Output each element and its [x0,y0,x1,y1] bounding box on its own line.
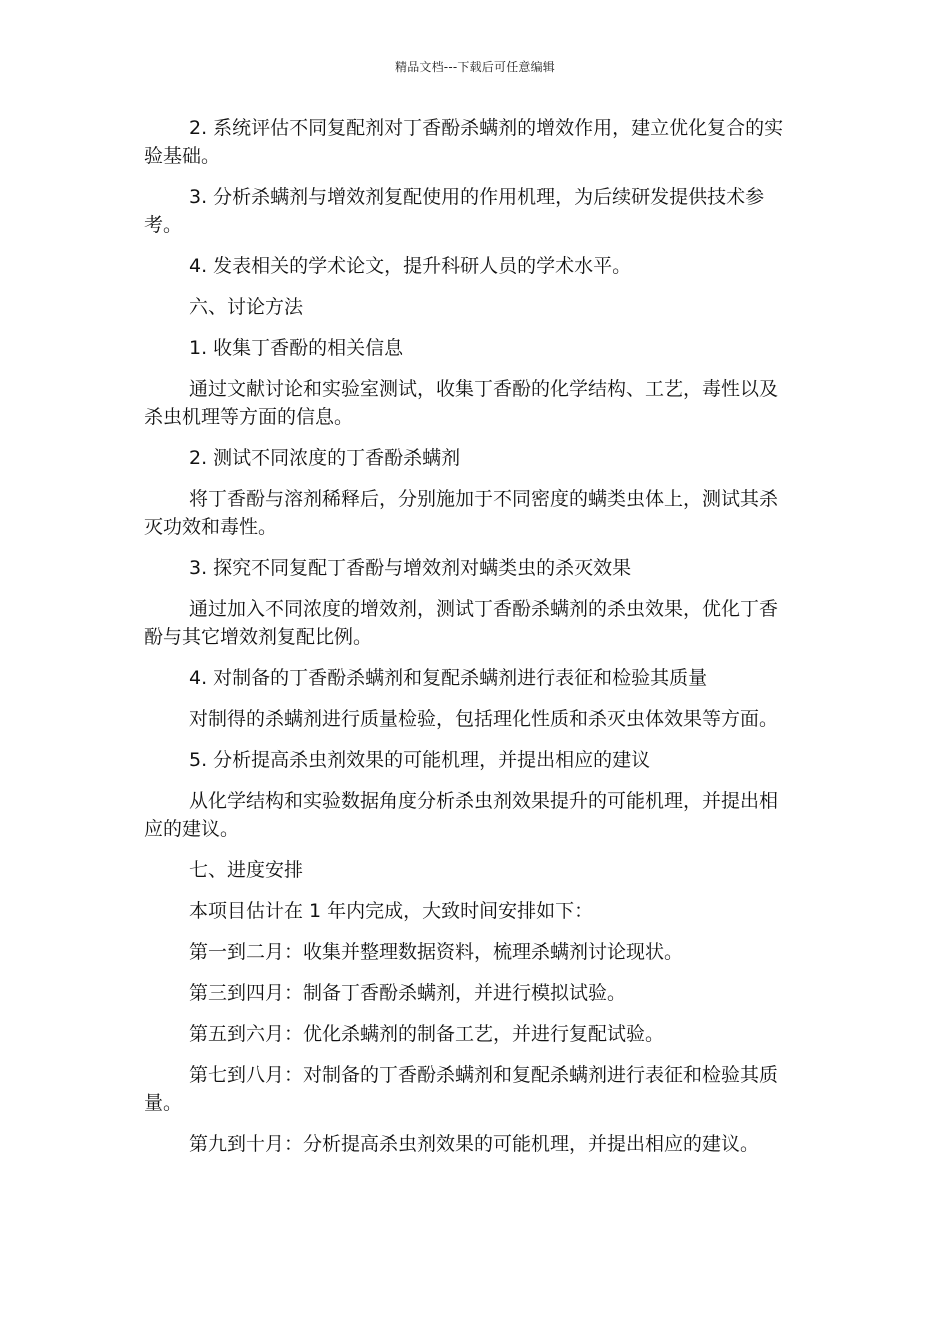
paragraph: 本项目估计在 1 年内完成，大致时间安排如下： [189,900,594,922]
paragraph: 通过加入不同浓度的增效剂，测试丁香酚杀螨剂的杀虫效果，优化丁香酚与其它增效剂复配比例。 [144,598,779,648]
subsection-heading: 5. 分析提高杀虫剂效果的可能机理，并提出相应的建议 [189,749,651,771]
schedule-item: 第五到六月：优化杀螨剂的制备工艺，并进行复配试验。 [189,1023,665,1045]
paragraph: 4. 发表相关的学术论文，提升科研人员的学术水平。 [189,255,632,277]
subsection-heading: 2. 测试不同浓度的丁香酚杀螨剂 [189,447,461,469]
paragraph: 2. 系统评估不同复配剂对丁香酚杀螨剂的增效作用，建立优化复合的实验基础。 [144,117,784,167]
paragraph: 将丁香酚与溶剂稀释后，分别施加于不同密度的螨类虫体上，测试其杀灭功效和毒性。 [144,488,779,538]
schedule-item: 第一到二月：收集并整理数据资料，梳理杀螨剂讨论现状。 [189,941,684,963]
section-heading: 七、进度安排 [189,859,304,881]
page-header: 精品文档---下载后可任意编辑 [395,60,555,74]
schedule-item: 第三到四月：制备丁香酚杀螨剂，并进行模拟试验。 [189,982,627,1004]
subsection-heading: 3. 探究不同复配丁香酚与增效剂对螨类虫的杀灭效果 [189,557,632,579]
section-heading: 六、讨论方法 [189,296,304,318]
paragraph: 通过文献讨论和实验室测试，收集丁香酚的化学结构、工艺，毒性以及杀虫机理等方面的信息。 [144,378,779,428]
schedule-item: 第七到八月：对制备的丁香酚杀螨剂和复配杀螨剂进行表征和检验其质量。 [144,1064,779,1114]
subsection-heading: 1. 收集丁香酚的相关信息 [189,337,404,359]
subsection-heading: 4. 对制备的丁香酚杀螨剂和复配杀螨剂进行表征和检验其质量 [189,667,708,689]
paragraph: 3. 分析杀螨剂与增效剂复配使用的作用机理，为后续研发提供技术参考。 [144,186,765,236]
paragraph: 对制得的杀螨剂进行质量检验，包括理化性质和杀灭虫体效果等方面。 [189,708,779,730]
schedule-item: 第九到十月：分析提高杀虫剂效果的可能机理，并提出相应的建议。 [189,1133,760,1155]
document-body [144,114,796,1171]
paragraph: 从化学结构和实验数据角度分析杀虫剂效果提升的可能机理，并提出相应的建议。 [144,790,779,840]
